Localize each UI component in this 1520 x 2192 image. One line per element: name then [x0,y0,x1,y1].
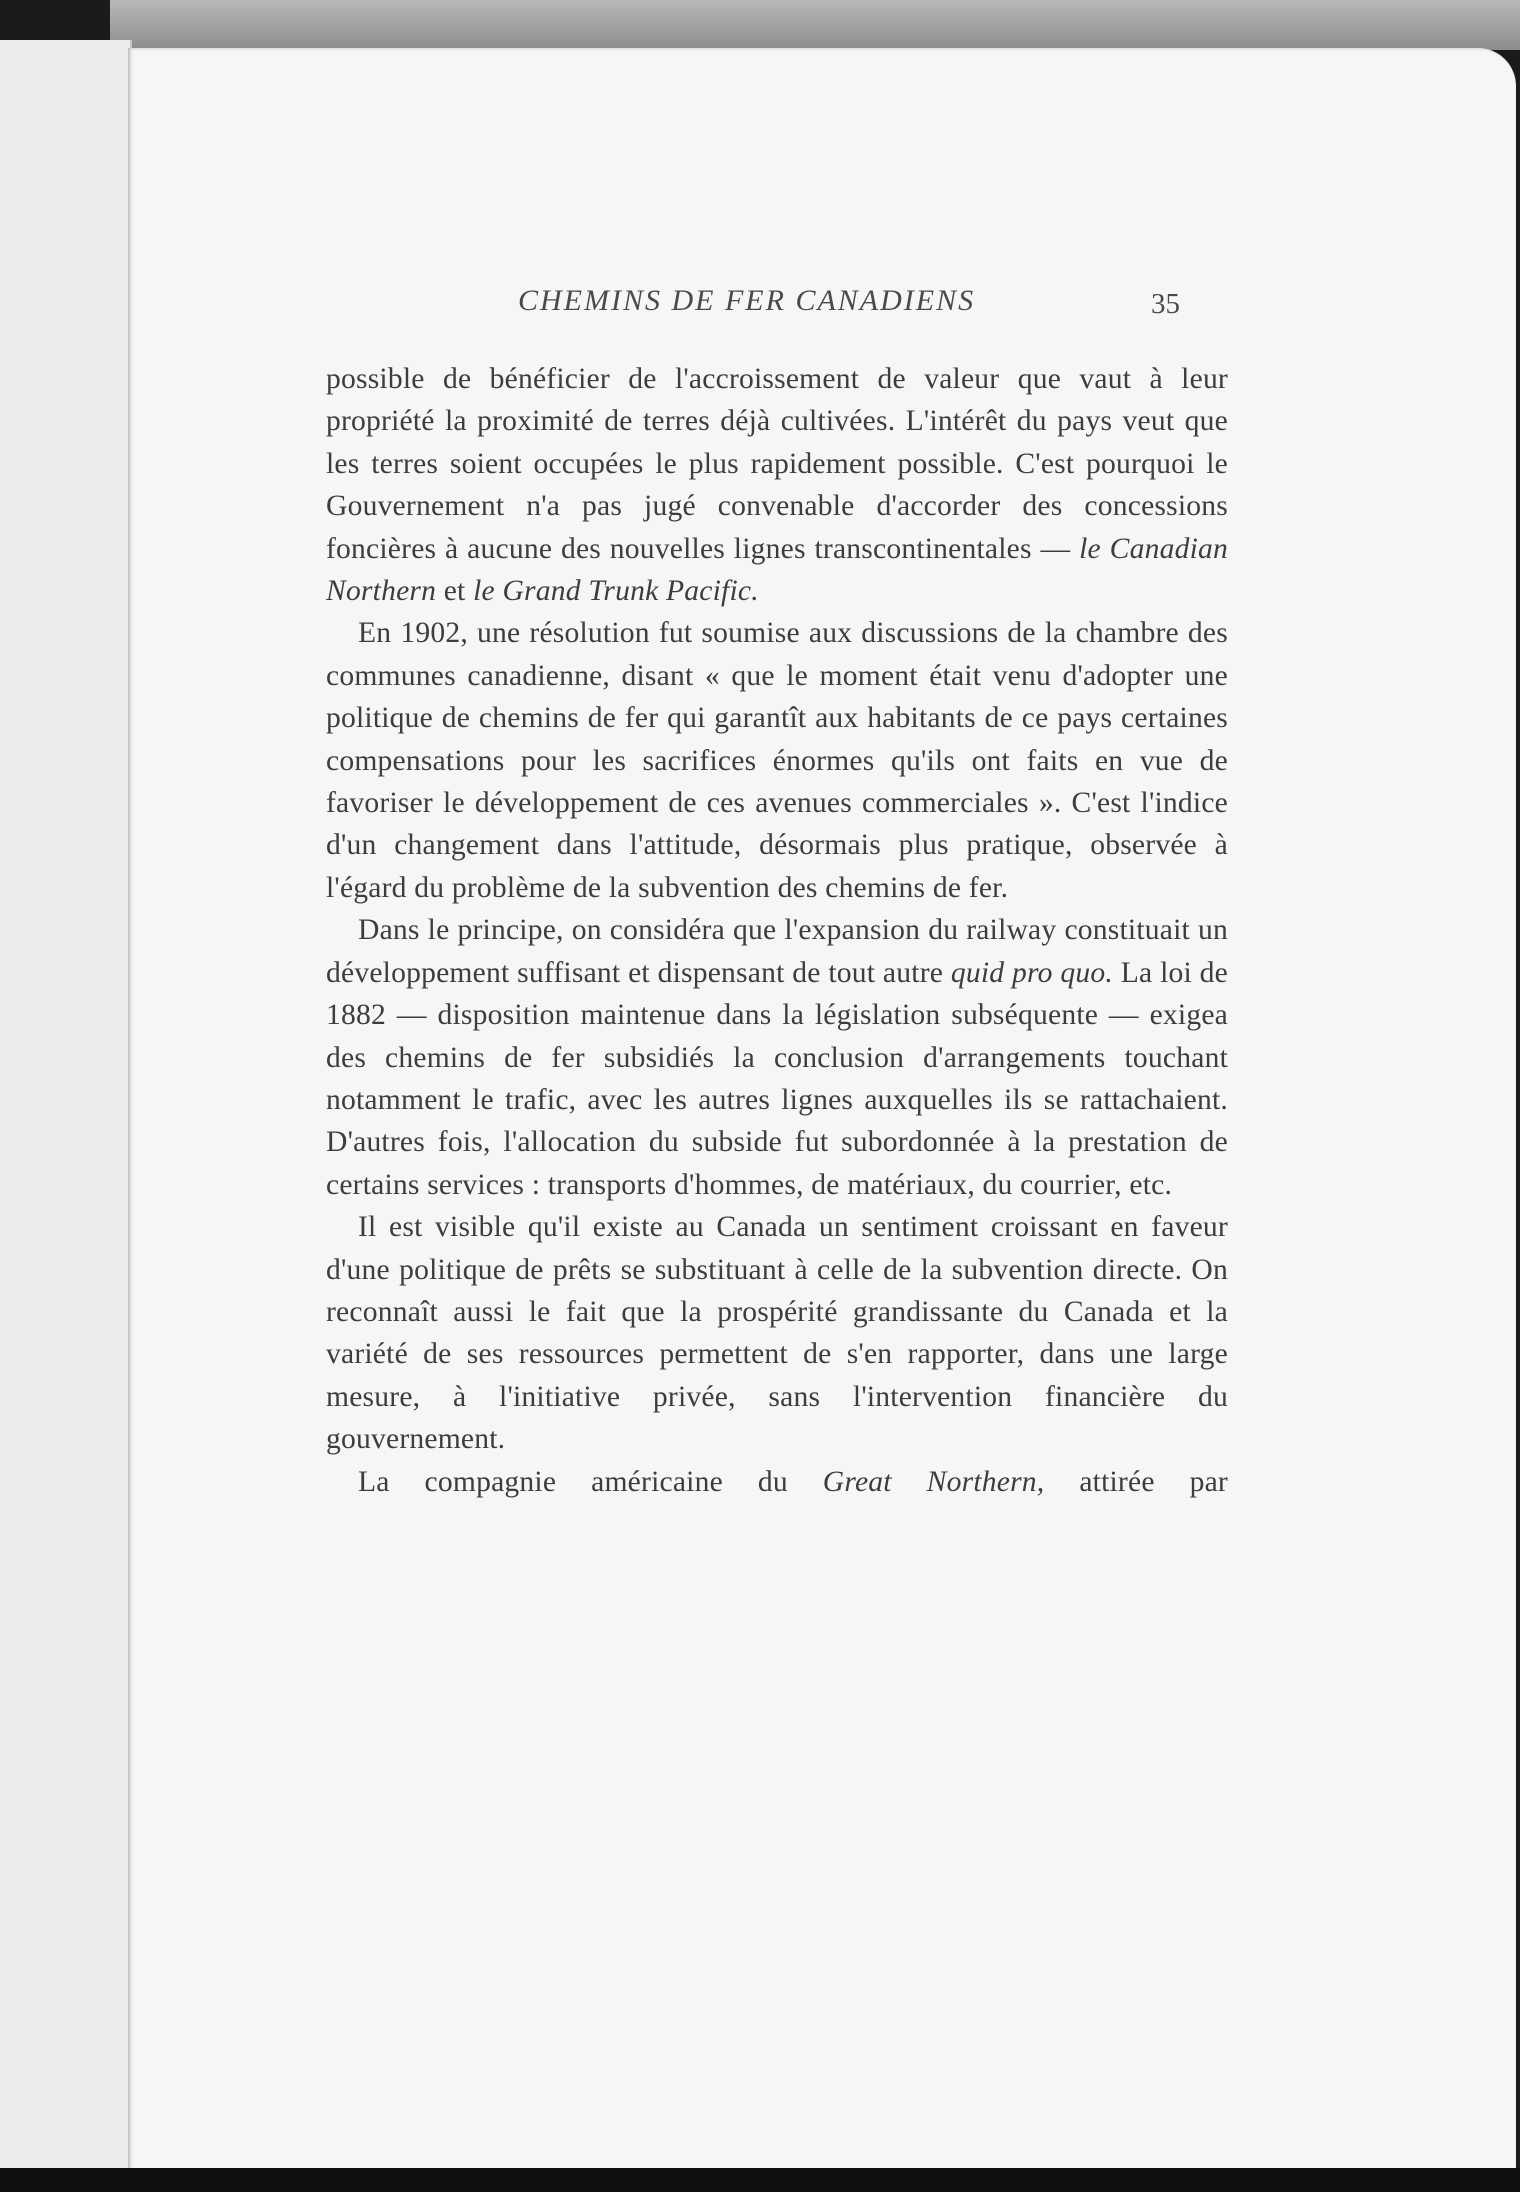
italic-canadian-northern: le Canadian Northern [326,532,1228,608]
body-text [326,358,1228,1503]
paragraph-3-text-start: Dans le principe, on considéra que l'expansion du railway constituait un développement suffisant et dispensant de tout autre [326,914,1228,989]
paragraph-1-text: possible de bénéficier de l'accroissement de valeur que vaut à leur propriété la proximité de terres déjà cultivées. L'intérêt du pays veut que les terres soient occupées le plus rapidement possible. C'est pourquoi le Gouvernement n'a pas jugé convenable d'accorder des concessions foncières à aucune des nouvelles lignes transcontinentales — [326,363,1228,565]
running-head [198,236,1218,320]
paragraph-5-text-start: La compagnie américaine du [358,1465,823,1498]
italic-grand-trunk-pacific: le Grand Trunk Pacific. [473,575,759,608]
paragraph-5-text-end: attirée par [1044,1465,1228,1498]
paragraph-4: Il est visible qu'il existe au Canada un sentiment croissant en faveur d'une politique de prêts se substituant à celle de la subvention directe. On reconnaît aussi le fait que la prospérité grandissante du Canada et la variété de ses ressources permettent de s'en rapporter, dans une large mesure, à l'initiative privée, sans l'intervention financière du gouvernement. [326,1211,1228,1456]
scan-bottom-edge [0,2168,1520,2192]
paragraph-1-conjunction: et [436,575,474,608]
page-number: 35 [1151,288,1180,320]
scan-top-edge [110,0,1520,50]
facing-page-edge [0,40,132,2175]
italic-great-northern: Great Northern, [822,1465,1045,1498]
paragraph-5 [326,1461,1228,1503]
running-title: CHEMINS DE FER CANADIENS [518,284,976,317]
paragraph-3-text-end: La loi de 1882 — disposition maintenue dans la législation subséquente — exigea des chemins de fer subsidiés la conclusion d'arrangements touchant notamment le trafic, avec les autres lignes auxquelles ils se rattachaient. D'autres fois, l'allocation du subside fut subordonnée à la prestation de certains services : transports d'hommes, de matériaux, du courrier, etc. [326,956,1229,1201]
italic-quid-pro-quo: quid pro quo. [950,956,1113,989]
paragraph-1 [326,358,1228,612]
paragraph-2: En 1902, une résolution fut soumise aux discussions de la chambre des communes canadienne, disant « que le moment était venu d'adopter une politique de chemins de fer qui garantît aux habitants de ce pays certaines compensations pour les sacrifices énormes qu'ils ont faits en vue de favoriser le développement de ces avenues commerciales ». C'est l'indice d'un changement dans l'attitude, désormais plus pratique, observée à l'égard du problème de la subvention des chemins de fer. [326,617,1228,904]
paragraph-3 [326,909,1228,1206]
